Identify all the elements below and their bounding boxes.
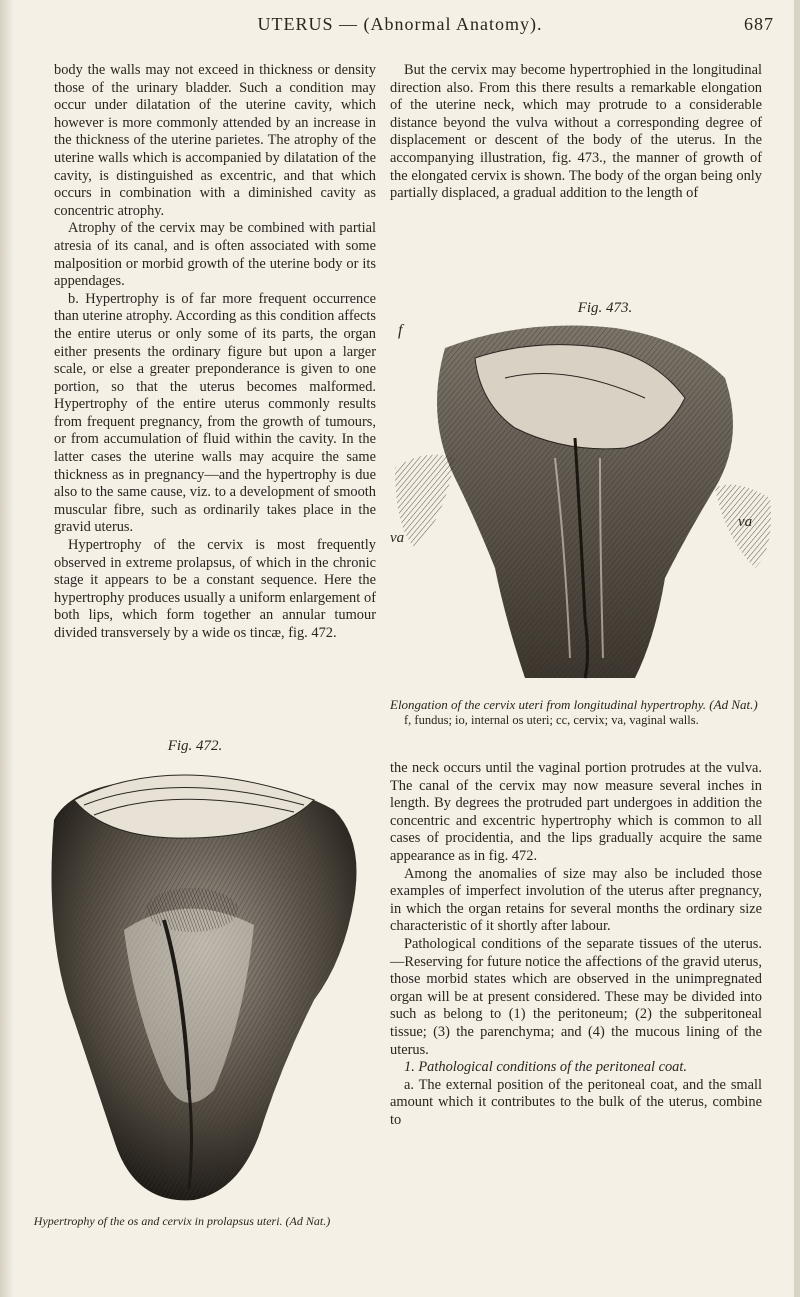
paragraph: Atrophy of the cervix may be combined with partial atresia of its canal, and is often associated with some malposition or morbid growth of the uterine body or its appendages. [54, 220, 376, 290]
header-title: UTERUS — (Abnormal Anatomy). [257, 14, 543, 34]
figure-472-illustration [14, 760, 374, 1210]
section-heading: 1. Pathological conditions of the peritoneal coat. [404, 1059, 687, 1076]
right-column-bottom [390, 760, 762, 1129]
figure-473-label-f: f [398, 322, 403, 339]
figure-472-caption: Hypertrophy of the os and cervix in prolapsus uteri. (Ad Nat.) [33, 1214, 331, 1228]
figure-473-caption-title: Elongation of the cervix uteri from longitudinal hypertrophy. (Ad Nat.) [390, 697, 758, 712]
figure-473-label-va-left: va [390, 530, 405, 546]
figure-473-label-va-right: va [738, 514, 753, 530]
figure-473-label: Fig. 473. [577, 300, 633, 316]
paragraph: body the walls may not exceed in thickness or density those of the urinary bladder. Such a condition may occur under dilatation of the uterine cavity, which however is more commonly attended by an increase in the thickness of the uterine parietes. The atrophy of the uterine walls which is accompanied by dilatation of the cavity, is distinguished as excentric, and that which occurs in combination with a diminished cavity as concentric atrophy. [54, 62, 376, 219]
paragraph: the neck occurs until the vaginal portion protrudes at the vulva. The canal of the cervix may now measure several inches in length. By degrees the protruded part undergoes in addition the concentric and excentric hypertrophy which is common to all cases of procidentia, and the lips gradually acquire the same appearance as in fig. 472. [390, 760, 762, 864]
left-column [54, 62, 376, 643]
right-column-top [390, 62, 762, 203]
page-edge [794, 0, 800, 1297]
running-header [0, 14, 800, 40]
figure-473-illustration [385, 318, 780, 690]
paragraph: Pathological conditions of the separate tissues of the uterus.—Reserving for future notice the affections of the gravid uterus, those morbid states which are observed in the unimpregnated organ will be at present considered. These may be divided into such as belong to (1) the peritoneum; (2) the subperitoneal tissue; (3) the parenchyma; and (4) the mucous lining of the uterus. [390, 935, 762, 1058]
paragraph: But the cervix may become hypertrophied in the longitudinal direction also. From this there results a remarkable elongation of the uterine neck, which may protrude to a considerable distance beyond the vulva without a corresponding degree of displacement or descent of the body of the uterus. In the accompanying illustration, fig. 473., the manner of growth of the elongated cervix is shown. The body of the organ being only partially displaced, a gradual addition to the length of [390, 62, 762, 202]
figure-473-caption [390, 697, 770, 728]
paragraph: a. The external position of the peritoneal coat, and the small amount which it contributes to the bulk of the uterus, combine to [390, 1076, 762, 1128]
page-number: 687 [744, 14, 774, 34]
paragraph: b. Hypertrophy is of far more frequent occurrence than uterine atrophy. According as this condition affects the entire uterus or only some of its parts, the organ either presents the ordinary figure but upon a larger scale, or else a greater preponderance is given to one portion, so that the uterus becomes malformed. Hypertrophy of the entire uterus commonly results from frequent pregnancy, from the growth of tumours, or from accumulation of fluid within the cavity. In the latter cases the uterine walls may acquire the same thickness as in pregnancy—and the hypertrophy is due also to the same cause, viz. to a development of smooth muscular fibre, such as ordinarily takes place in the gravid uterus. [54, 290, 376, 536]
paragraph: Hypertrophy of the cervix is most frequently observed in extreme prolapsus, of which in the chronic stage it appears to be a constant sequence. Here the hypertrophy produces usually a uniform enlargement of both lips, which form together an annular tumour divided transversely by a wide os tincæ, fig. 472. [54, 537, 376, 641]
paragraph: Among the anomalies of size may also be included those examples of imperfect involution of the uterus after pregnancy, in which the organ retains for several months the ordinary size characteristic of it shortly after labour. [390, 865, 762, 935]
figure-473-caption-key: f, fundus; io, internal os uteri; cc, cervix; va, vaginal walls. [404, 712, 699, 727]
binding-shadow [0, 0, 14, 1297]
figure-472-label: Fig. 472. [167, 738, 223, 754]
